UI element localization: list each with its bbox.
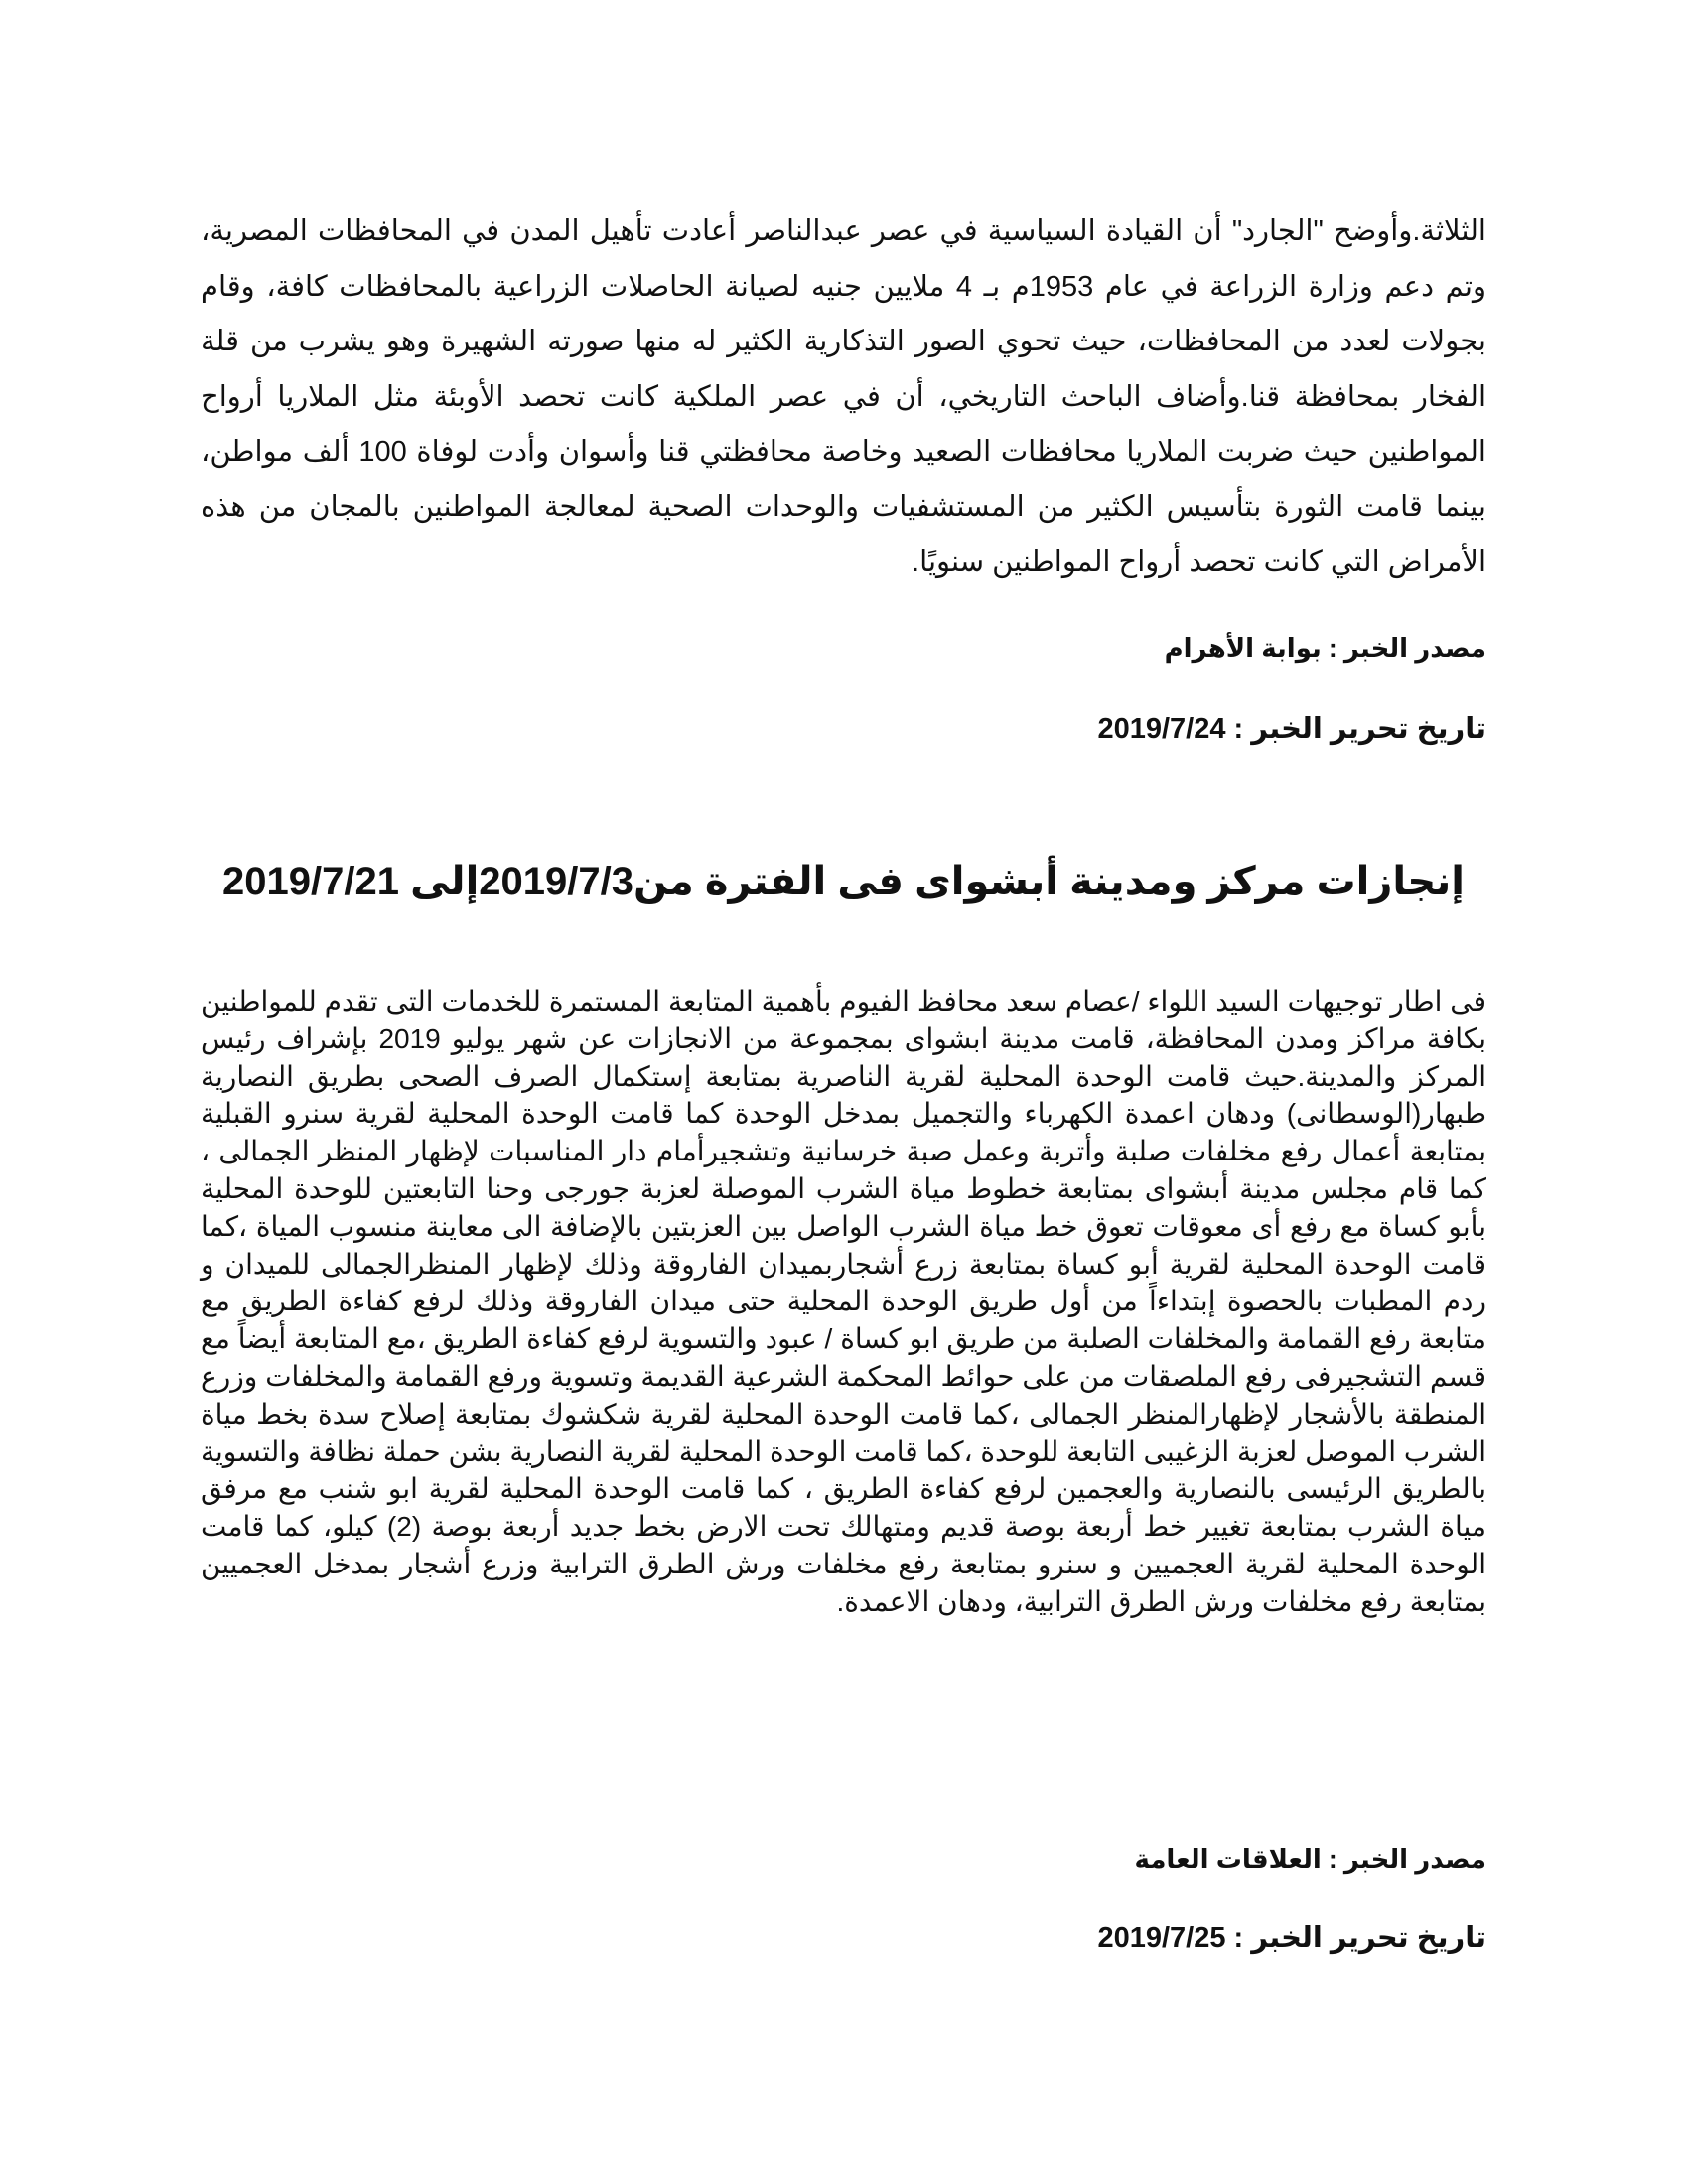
article-1-body: الثلاثة.وأوضح "الجارد" أن القيادة السياسية في عصر عبدالناصر أعادت تأهيل المدن في المحافظات المصرية، وتم دعم وزارة الزراعة في عام 1953م بـ 4 ملايين جنيه لصيانة الحاصلات الزراعية بالمحافظات كافة، وقام بجولات لعدد من المحافظات، حيث تحوي الصور التذكارية الكثير له منها صورته الشهيرة وهو يشرب من قلة الفخار بمحافظة قنا.وأضاف الباحث التاريخي، أن في عصر الملكية كانت تحصد الأوبئة مثل الملاريا أرواح المواطنين حيث ضربت الملاريا محافظات الصعيد وخاصة محافظتي قنا وأسوان وأدت لوفاة 100 ألف مواطن، بينما قامت الثورة بتأسيس الكثير من المستشفيات والوحدات الصحية لمعالجة المواطنين بالمجان من هذه الأمراض التي كانت تحصد أرواح المواطنين سنويًا. bbox=[201, 215, 1486, 578]
article-1-date: تاريخ تحرير الخبر : 2019/7/24 bbox=[1097, 713, 1486, 745]
article-2-title: إنجازات مركز ومدينة أبشواى فى الفترة من2019/7/3إلى 2019/7/21 bbox=[222, 860, 1465, 903]
article-2-source: مصدر الخبر : العلاقات العامة bbox=[1134, 1844, 1486, 1874]
article-1-source: مصدر الخبر : بوابة الأهرام bbox=[1164, 633, 1486, 663]
article-2-date: تاريخ تحرير الخبر : 2019/7/25 bbox=[1097, 1922, 1486, 1954]
article-2-body: فى اطار توجيهات السيد اللواء /عصام سعد محافظ الفيوم بأهمية المتابعة المستمرة للخدمات التى تقدم للمواطنين بكافة مراكز ومدن المحافظة، قامت مدينة ابشواى بمجموعة من الانجازات عن شهر يوليو 2019 بإشراف رئيس المركز والمدينة.حيث قامت الوحدة المحلية لقرية الناصرية بمتابعة إستكمال الصرف الصحى بطريق النصارية طبهار(الوسطانى) ودهان اعمدة الكهرباء والتجميل بمدخل الوحدة كما قامت الوحدة المحلية لقرية سنرو القبلية بمتابعة أعمال رفع مخلفات صلبة وأتربة وعمل صبة خرسانية وتشجيرأمام دار المناسبات لإظهار المنظر الجمالى ، كما قام مجلس مدينة أبشواى بمتابعة خطوط مياة الشرب الموصلة لعزبة جورجى وحنا التابعتين للوحدة المحلية بأبو كساة مع رفع أى معوقات تعوق خط مياة الشرب الواصل بين العزبتين بالإضافة الى معاينة منسوب المياة ،كما قامت الوحدة المحلية لقرية أبو كساة بمتابعة زرع أشجاربميدان الفاروقة وذلك لإظهار المنظرالجمالى للميدان و ردم المطبات بالحصوة إبتداءاً من أول طريق الوحدة المحلية حتى ميدان الفاروقة وذلك لرفع كفاءة الطريق مع متابعة رفع القمامة والمخلفات الصلبة من طريق ابو كساة / عبود والتسوية لرفع كفاءة الطريق ،مع المتابعة أيضاً مع قسم التشجيرفى رفع الملصقات من على حوائط المحكمة الشرعية القديمة وتسوية ورفع القمامة والمخلفات وزرع المنطقة بالأشجار لإظهارالمنظر الجمالى ،كما قامت الوحدة المحلية لقرية شكشوك بمتابعة إصلاح سدة بخط مياة الشرب الموصل لعزبة الزغيبى التابعة للوحدة ،كما قامت الوحدة المحلية لقرية النصارية بشن حملة نظافة والتسوية بالطريق الرئيسى بالنصارية والعجمين لرفع كفاءة الطريق ، كما قامت الوحدة المحلية لقرية ابو شنب مع مرفق مياة الشرب بمتابعة تغيير خط أربعة بوصة قديم ومتهالك تحت الارض بخط جديد أربعة بوصة (2) كيلو، كما قامت الوحدة المحلية لقرية العجميين و سنرو بمتابعة رفع مخلفات ورش الطرق الترابية وزرع أشجار بمدخل العجميين بمتابعة رفع مخلفات ورش الطرق الترابية، ودهان الاعمدة. bbox=[201, 986, 1487, 1617]
